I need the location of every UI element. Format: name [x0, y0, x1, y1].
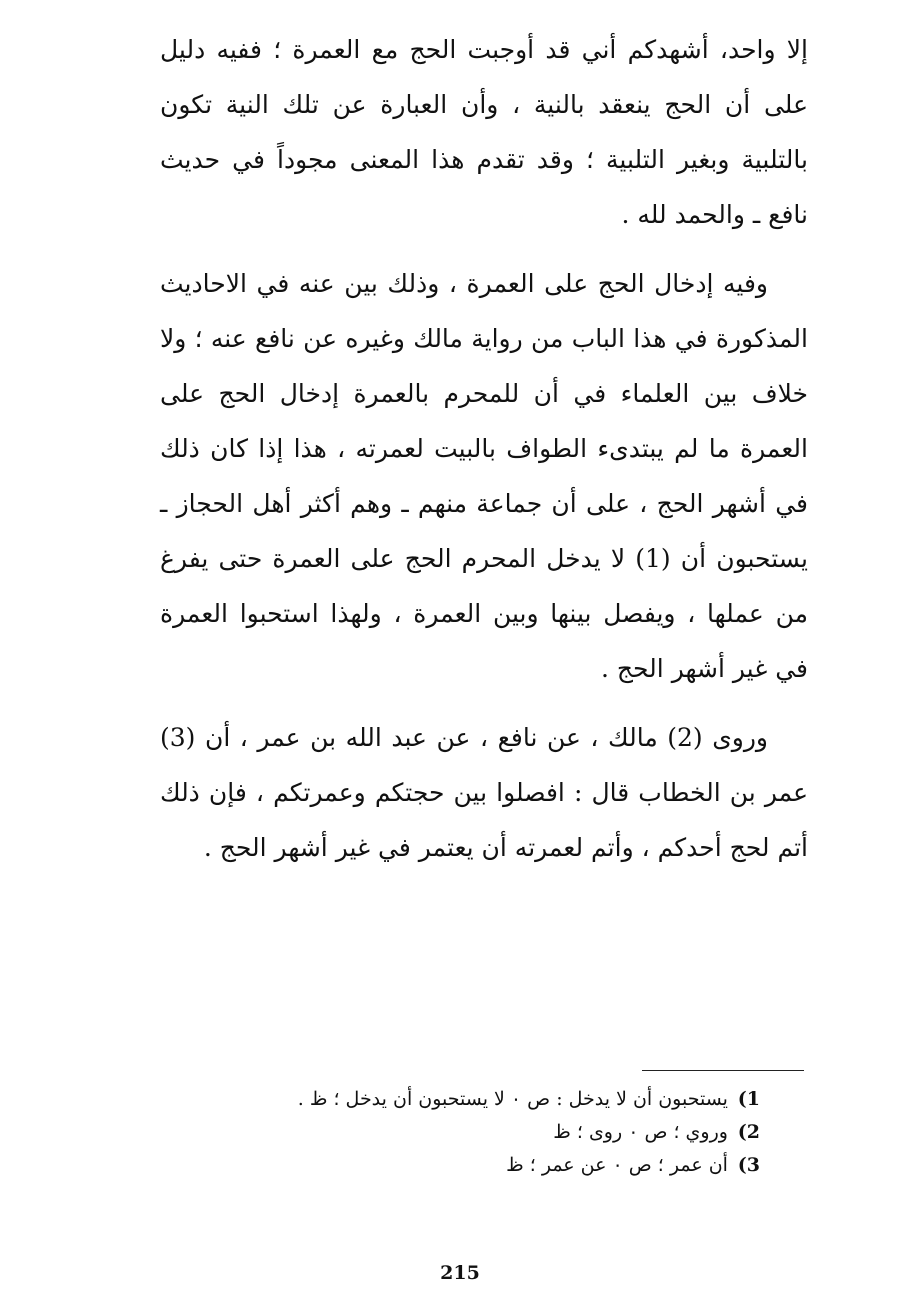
main-text: [160, 22, 808, 889]
page-number: 215: [440, 1262, 480, 1284]
footnote-separator: [642, 1070, 804, 1071]
footnote-number: 1): [737, 1088, 760, 1110]
footnote-text: وروي ؛ ص ٠ روى ؛ ظ: [553, 1121, 728, 1143]
footnotes: [160, 1083, 760, 1182]
footnote-2: [160, 1116, 760, 1149]
paragraph-1: إلا واحد، أشهدكم أني قد أوجبت الحج مع العمرة ؛ ففيه دليل على أن الحج ينعقد بالنية ، وأن العبارة عن تلك النية تكون بالتلبية وبغير التلبية ؛ وقد تقدم هذا المعنى مجوداً في حديث نافع ـ والحمد لله .: [160, 35, 808, 229]
footnote-1: [160, 1083, 760, 1116]
footnote-text: أن عمر ؛ ص ٠ عن عمر ؛ ظ: [506, 1154, 728, 1176]
footnote-3: [160, 1149, 760, 1182]
paragraph-3: وروى (2) مالك ، عن نافع ، عن عبد الله بن عمر ، أن (3) عمر بن الخطاب قال : افصلوا بين حجتكم وعمرتكم ، فإن ذلك أتم لحج أحدكم ، وأتم لعمرته أن يعتمر في غير أشهر الحج .: [160, 723, 808, 862]
footnote-number: 2): [737, 1121, 760, 1143]
footnote-number: 3): [737, 1154, 760, 1176]
footnote-text: يستحبون أن لا يدخل : ص ٠ لا يستحبون أن يدخل ؛ ظ .: [297, 1088, 728, 1110]
paragraph-2: وفيه إدخال الحج على العمرة ، وذلك بين عنه في الاحاديث المذكورة في هذا الباب من رواية مالك وغيره عن نافع عنه ؛ ولا خلاف بين العلماء في أن للمحرم بالعمرة إدخال الحج على العمرة ما لم يبتدىء الطواف بالبيت لعمرته ، هذا إذا كان ذلك في أشهر الحج ، على أن جماعة منهم ـ وهم أكثر أهل الحجاز ـ يستحبون أن (1) لا يدخل المحرم الحج على العمرة حتى يفرغ من عملها ، ويفصل بينها وبين العمرة ، ولهذا استحبوا العمرة في غير أشهر الحج .: [160, 269, 808, 683]
